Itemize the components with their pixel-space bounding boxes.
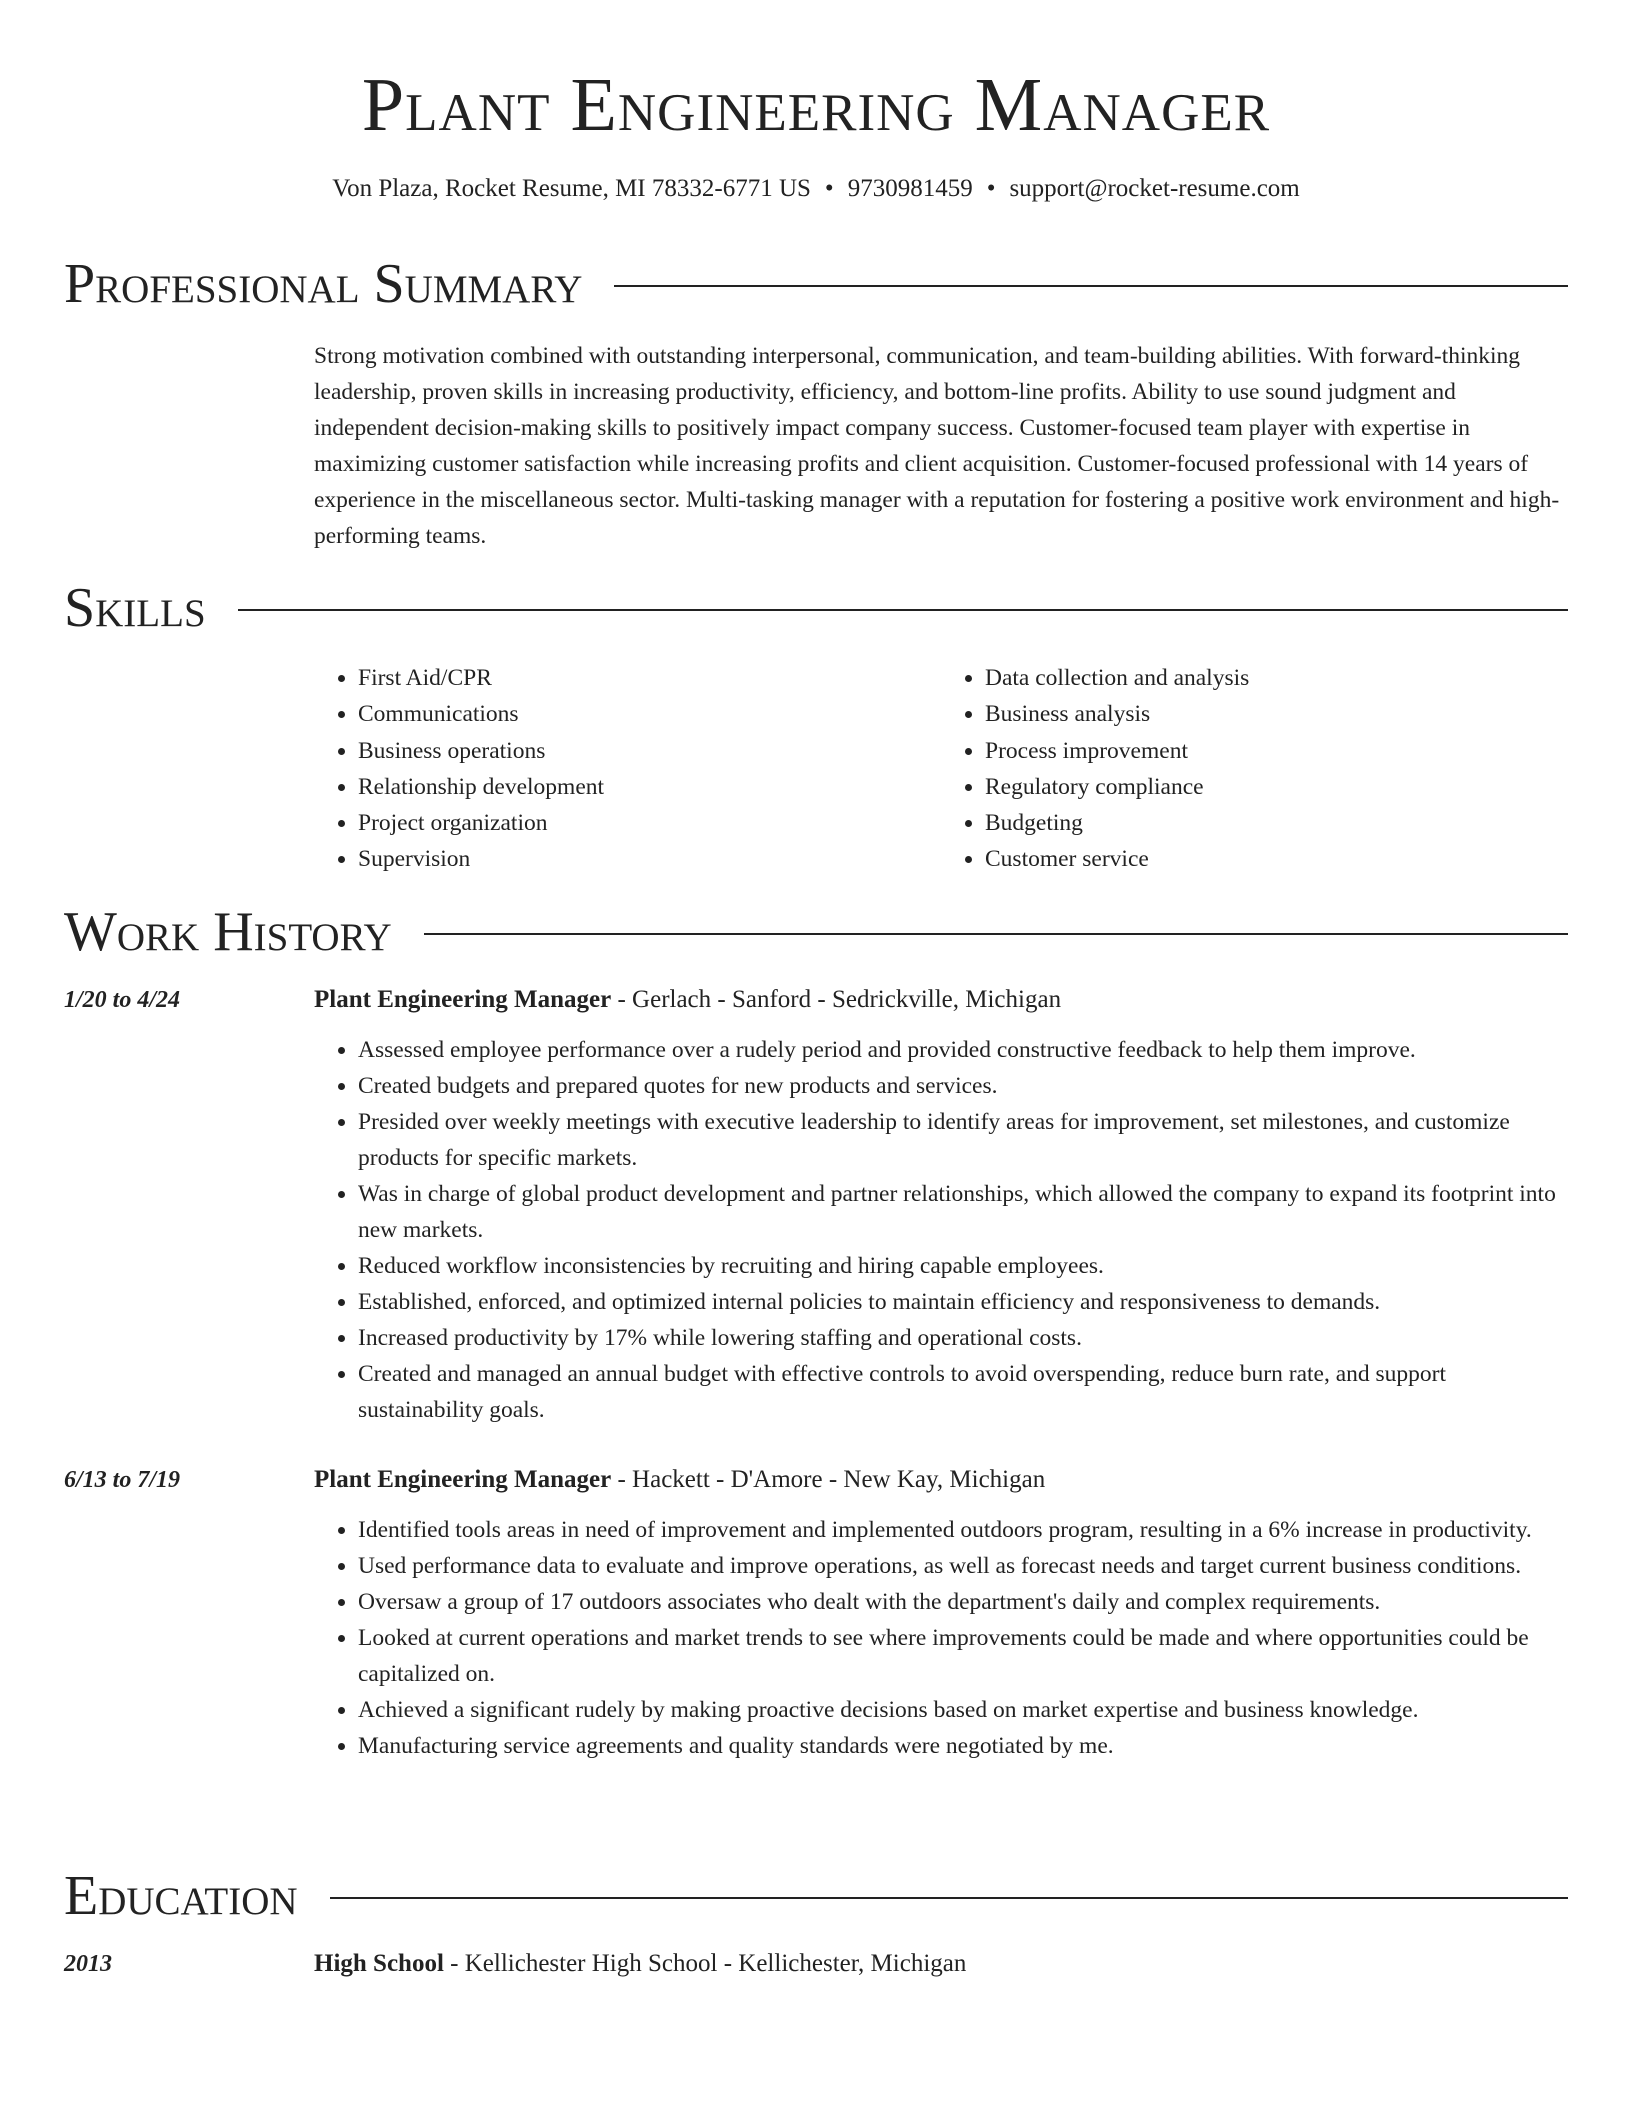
skill-item: • Project organization (358, 805, 941, 841)
education-year: 2013 (64, 1951, 112, 1977)
section-divider (238, 609, 1568, 611)
skills-list-left (314, 660, 941, 878)
job-bullets (314, 1032, 1568, 1428)
skill-item: • Process improvement (985, 733, 1568, 769)
skill-item: • Communications (358, 696, 941, 732)
education-section (64, 1864, 1568, 1982)
job-bullet: • Achieved a significant rudely by making proactive decisions based on market expertise and business knowledge. (358, 1692, 1568, 1728)
section-divider (330, 1897, 1568, 1899)
skills-section (64, 576, 1568, 878)
education-heading (314, 1946, 1568, 1982)
education-title: Education (64, 1865, 298, 1927)
skills-grid (314, 660, 1568, 878)
education-degree: High School (314, 1950, 444, 1977)
job-bullet: • Identified tools areas in need of improvement and implemented outdoors program, resulting in a 6% increase in productivity. (358, 1512, 1568, 1548)
job-bullet: • Increased productivity by 17% while lowering staffing and operational costs. (358, 1320, 1568, 1356)
skill-item: • Data collection and analysis (985, 660, 1568, 696)
education-details: - Kellichester High School - Kellichester, Michigan (443, 1950, 967, 1977)
contact-email: support@rocket-resume.com (1009, 175, 1300, 202)
summary-body (314, 338, 1568, 554)
skill-item: • First Aid/CPR (358, 660, 941, 696)
job-bullet: • Created and managed an annual budget with effective controls to avoid overspending, reduce burn rate, and support sustainability goals. (358, 1356, 1568, 1428)
job-bullet: • Presided over weekly meetings with executive leadership to identify areas for improvement, set milestones, and customize products for specific markets. (358, 1104, 1568, 1176)
summary-title: Professional Summary (64, 253, 583, 315)
contact-phone: 9730981459 (847, 175, 973, 202)
job-bullet: • Oversaw a group of 17 outdoors associates who dealt with the department's daily and complex requirements. (358, 1584, 1568, 1620)
skill-item: • Relationship development (358, 769, 941, 805)
education-entry (64, 1946, 1568, 1982)
job-heading (314, 982, 1568, 1018)
contact-line (0, 172, 1632, 206)
skill-item: • Customer service (985, 841, 1568, 877)
skill-item: • Business analysis (985, 696, 1568, 732)
job-bullet: • Looked at current operations and market trends to see where improvements could be made and where opportunities could be capitalized on. (358, 1620, 1568, 1692)
work-section (64, 900, 1568, 1764)
education-header (64, 1864, 1568, 1928)
job-details: - Gerlach - Sanford - Sedrickville, Michigan (611, 986, 1062, 1013)
job-role: Plant Engineering Manager (314, 1466, 612, 1493)
job-entry (64, 1462, 1568, 1764)
job-dates: 1/20 to 4/24 (64, 987, 181, 1013)
skill-item: • Supervision (358, 841, 941, 877)
skill-item: • Regulatory compliance (985, 769, 1568, 805)
job-role: Plant Engineering Manager (314, 986, 612, 1013)
summary-header (64, 252, 1568, 316)
job-bullet: • Manufacturing service agreements and quality standards were negotiated by me. (358, 1728, 1568, 1764)
skills-header (64, 576, 1568, 640)
job-bullet: • Established, enforced, and optimized internal policies to maintain efficiency and responsiveness to demands. (358, 1284, 1568, 1320)
section-divider (614, 285, 1568, 287)
job-details: - Hackett - D'Amore - New Kay, Michigan (611, 1466, 1046, 1493)
job-heading (314, 1462, 1568, 1498)
summary-section (64, 252, 1568, 554)
job-entry (64, 982, 1568, 1428)
job-dates: 6/13 to 7/19 (64, 1467, 181, 1493)
contact-separator: • (824, 175, 834, 202)
contact-address: Von Plaza, Rocket Resume, MI 78332-6771 US (332, 175, 811, 202)
skill-item: • Business operations (358, 733, 941, 769)
job-bullet: • Was in charge of global product development and partner relationships, which allowed the company to expand its footprint into new markets. (358, 1176, 1568, 1248)
job-bullet: • Assessed employee performance over a rudely period and provided constructive feedback to help them improve. (358, 1032, 1568, 1068)
job-bullet: • Reduced workflow inconsistencies by recruiting and hiring capable employees. (358, 1248, 1568, 1284)
skills-title: Skills (64, 577, 206, 639)
job-bullet: • Used performance data to evaluate and improve operations, as well as forecast needs and target current business conditions. (358, 1548, 1568, 1584)
contact-separator: • (986, 175, 996, 202)
work-title: Work History (64, 901, 392, 963)
section-divider (424, 933, 1568, 935)
work-header (64, 900, 1568, 964)
summary-text: Strong motivation combined with outstanding interpersonal, communication, and team-building abilities. With forward-thinking leadership, proven skills in increasing productivity, efficiency, and bottom-line profits. Ability to use sound judgment and independent decision-making skills to positively impact company success. Customer-focused team player with expertise in maximizing customer satisfaction while increasing profits and client acquisition. Customer-focused professional with 14 years of experience in the miscellaneous sector. Multi-tasking manager with a reputation for fostering a positive work environment and high-performing teams. (314, 343, 1560, 549)
job-bullets (314, 1512, 1568, 1764)
candidate-name: Plant Engineering Manager (361, 63, 1271, 147)
job-bullet: • Created budgets and prepared quotes for new products and services. (358, 1068, 1568, 1104)
skill-item: • Budgeting (985, 805, 1568, 841)
skills-list-right (941, 660, 1568, 878)
